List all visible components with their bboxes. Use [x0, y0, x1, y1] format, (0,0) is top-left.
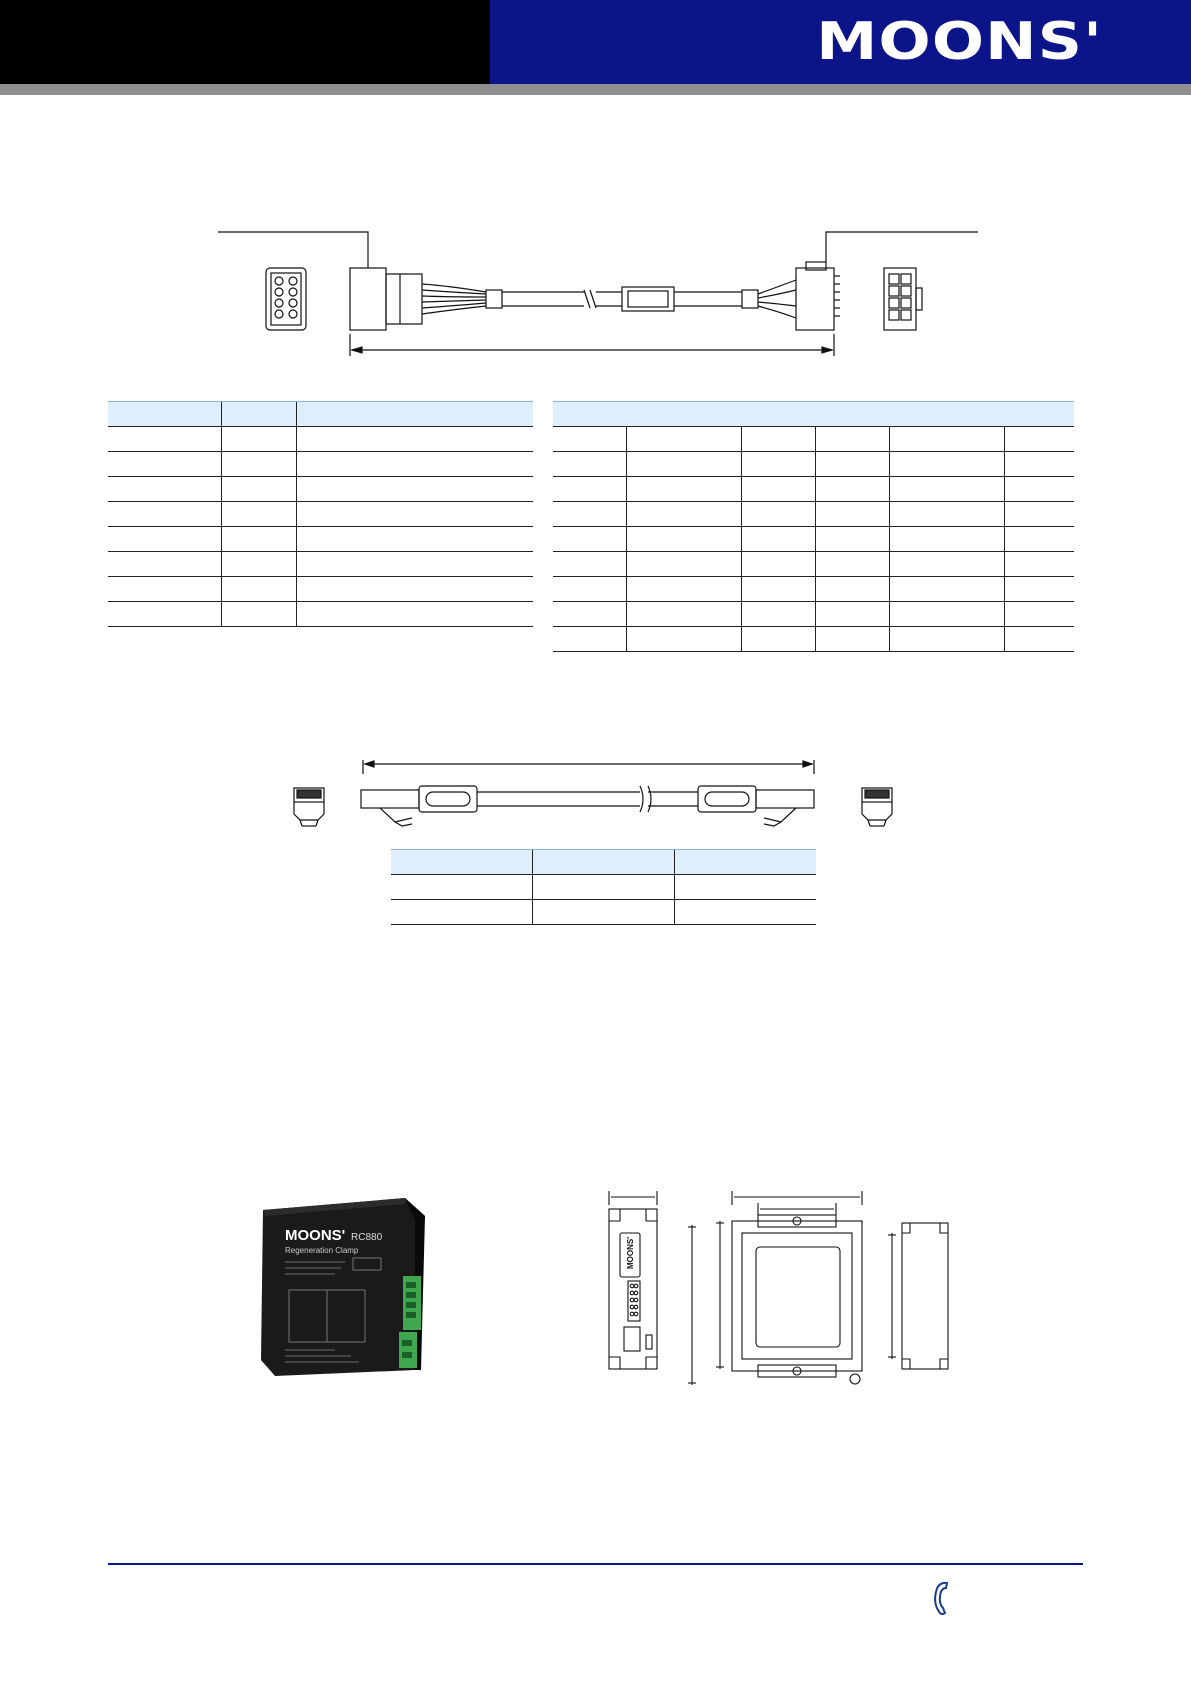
communication-cable-drawing: [0, 740, 1191, 840]
table-row: [553, 477, 1074, 502]
pinout-table-left: [108, 401, 533, 627]
cable-table: [391, 849, 816, 925]
table-header-row: [108, 402, 533, 427]
photo-brand: MOONS': [285, 1227, 346, 1244]
table-row: [553, 577, 1074, 602]
table-row: [108, 502, 533, 527]
table-row: [553, 527, 1074, 552]
table-row: [391, 900, 816, 925]
footer-rule: [108, 1563, 1083, 1565]
table-row: [553, 452, 1074, 477]
table-header-cell: [533, 850, 675, 875]
table-row: [553, 602, 1074, 627]
motor-cable-drawing: [0, 0, 1191, 400]
mechanical-drawing: [600, 1185, 970, 1395]
pinout-table-right: [553, 401, 1074, 652]
table-header-cell: [297, 402, 534, 427]
drawing-brand-label: MOONS': [626, 1236, 635, 1269]
table-row: [108, 577, 533, 602]
table-header-row: [553, 402, 1074, 427]
photo-model: RC880: [351, 1232, 383, 1243]
table-row: [108, 602, 533, 627]
table-row: [108, 452, 533, 477]
table-row: [553, 502, 1074, 527]
table-header-cell: [675, 850, 817, 875]
table-row: [553, 427, 1074, 452]
product-photo: [255, 1190, 435, 1380]
table-header-cell: [391, 850, 533, 875]
table-header-cell: [553, 402, 1074, 427]
table-row: [553, 627, 1074, 652]
table-header-cell: [222, 402, 297, 427]
table-row: [108, 427, 533, 452]
table-row: [108, 552, 533, 577]
photo-subtitle: Regeneration Clamp: [285, 1246, 359, 1255]
table-row: [108, 477, 533, 502]
phone-icon: [930, 1580, 952, 1616]
table-row: [553, 552, 1074, 577]
table-header-cell: [108, 402, 222, 427]
table-row: [108, 527, 533, 552]
table-header-row: [391, 850, 816, 875]
table-row: [391, 875, 816, 900]
brand-logo: MOONS': [816, 12, 1103, 72]
